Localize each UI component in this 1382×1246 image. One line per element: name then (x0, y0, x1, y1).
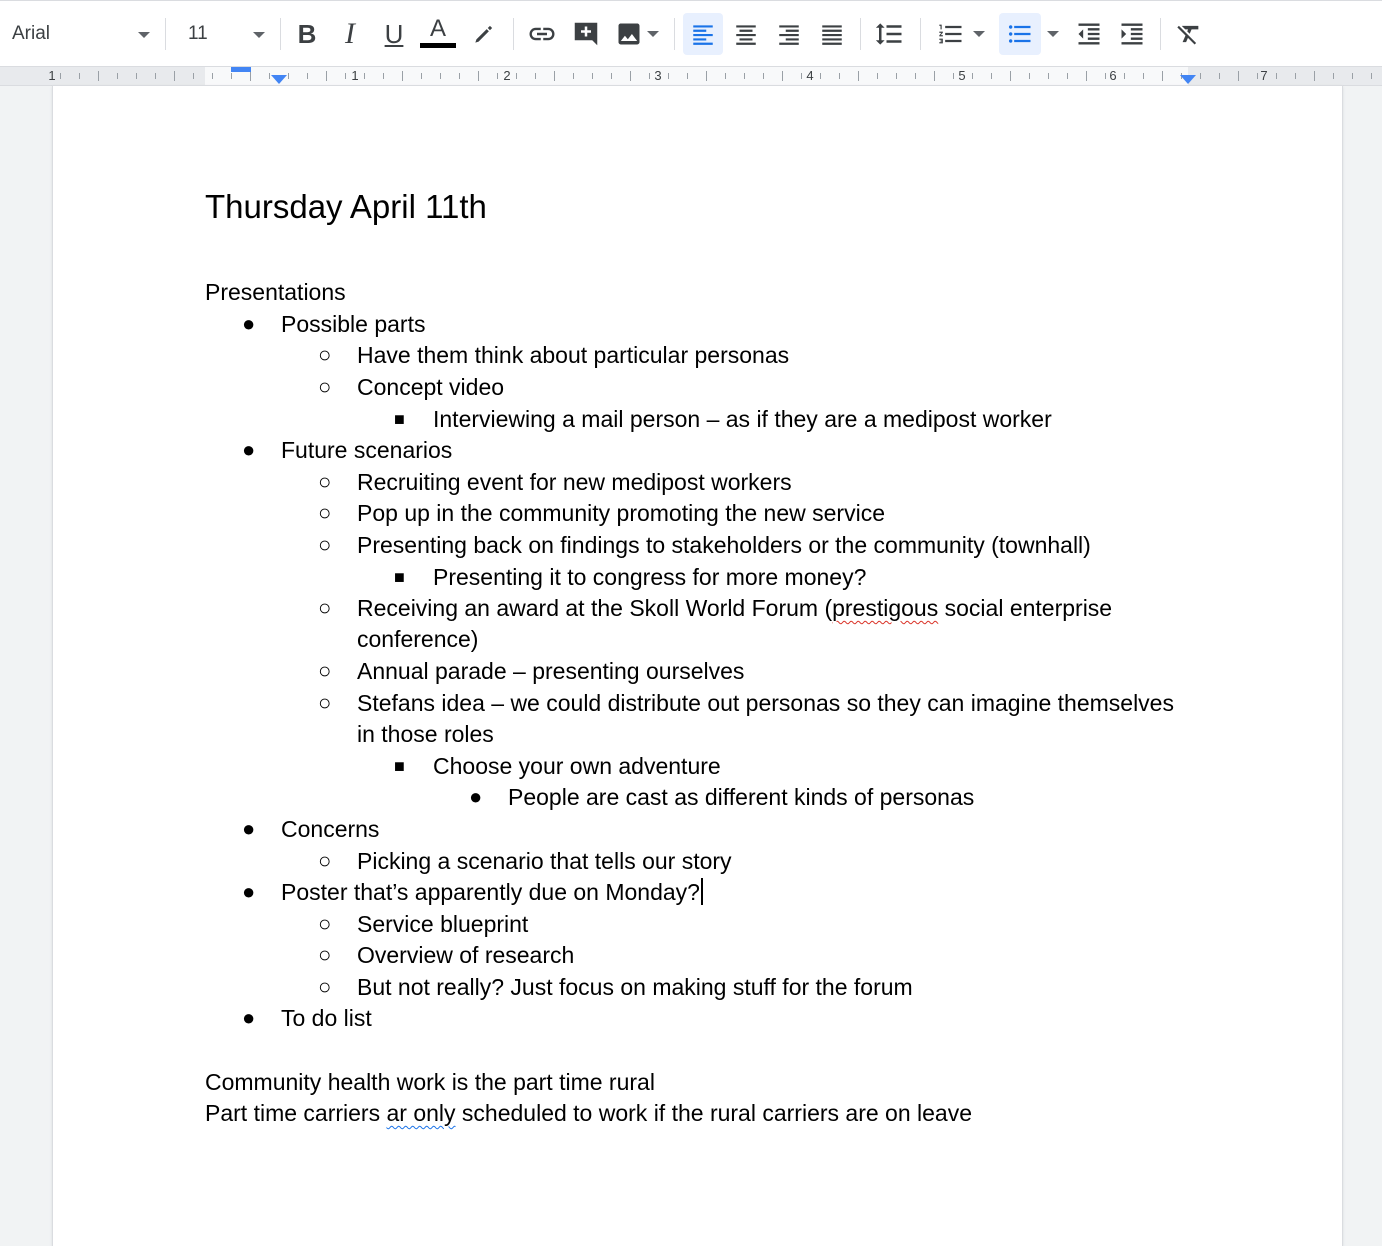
link-icon (527, 19, 557, 49)
ruler-tick (554, 71, 555, 81)
list-item: Presenting back on findings to stakeholders or the community (townhall) (357, 532, 1091, 558)
increase-indent-icon (1118, 20, 1146, 48)
ruler-tick (1048, 73, 1049, 79)
ruler-tick (687, 73, 688, 79)
list-item: Concept video (357, 374, 505, 400)
paragraph (205, 1097, 972, 1129)
bullet-hollow-circle: ○ (318, 595, 332, 620)
ruler-tick (896, 73, 897, 79)
ruler-number: 6 (1109, 68, 1117, 83)
ruler-tick (231, 73, 232, 79)
insert-comment-button[interactable] (567, 13, 605, 55)
text-run: scheduled to work if the rural carriers are on leave (455, 1100, 972, 1126)
ruler-tick (668, 73, 669, 79)
list-item: Picking a scenario that tells our story (357, 848, 732, 874)
text-color-button[interactable] (419, 13, 457, 55)
first-line-indent-marker[interactable] (231, 67, 251, 72)
document-title: Thursday April 11th (205, 188, 487, 225)
bullet-filled-circle: ● (242, 1005, 256, 1030)
ruler-tick (1238, 71, 1239, 81)
chevron-down-icon (138, 32, 150, 38)
text-run: Part time carriers (205, 1100, 387, 1126)
ruler-tick (269, 73, 270, 79)
list-item: Recruiting event for new medipost workers (357, 469, 792, 495)
ruler-tick (307, 73, 308, 79)
bullet-hollow-circle: ○ (318, 532, 332, 557)
ruler-tick (1029, 73, 1030, 79)
chevron-down-icon (1047, 31, 1059, 37)
add-comment-icon (571, 19, 601, 49)
justify-button[interactable] (813, 13, 851, 55)
ruler-tick (630, 71, 631, 81)
numbered-list-button[interactable] (930, 13, 992, 55)
ruler-tick (1143, 73, 1144, 79)
ruler-tick (611, 73, 612, 79)
ruler-tick (592, 73, 593, 79)
ruler-tick (934, 71, 935, 81)
bullet-hollow-circle: ○ (318, 848, 332, 873)
bullet-hollow-circle: ○ (318, 500, 332, 525)
text-run: Receiving an award at the Skoll World Forum ( (357, 595, 833, 621)
list-item: People are cast as different kinds of personas (508, 784, 975, 810)
ruler-tick (1257, 73, 1258, 79)
list-item: Have them think about particular personas (357, 342, 790, 368)
ruler-tick (801, 73, 802, 79)
ruler-tick (573, 73, 574, 79)
ruler-tick (459, 73, 460, 79)
ruler-number: 3 (654, 68, 662, 83)
formatting-toolbar (0, 0, 1382, 66)
ruler-tick (858, 71, 859, 81)
font-family-value: Arial (12, 23, 51, 44)
ruler-tick (250, 71, 251, 81)
line-spacing-button[interactable] (870, 13, 908, 55)
ruler-tick (402, 71, 403, 81)
clear-formatting-button[interactable] (1170, 13, 1208, 55)
ruler-tick (421, 73, 422, 79)
ruler-tick (744, 73, 745, 79)
ruler-tick (326, 71, 327, 81)
ruler-tick (782, 71, 783, 81)
list-item-continuation: conference) (357, 626, 479, 652)
ruler-tick (1124, 73, 1125, 79)
text-color-icon: A (429, 14, 446, 42)
font-size-select[interactable] (188, 13, 270, 55)
ruler-tick (1200, 73, 1201, 79)
font-size-value: 11 (188, 23, 208, 44)
bullet-square: ■ (394, 567, 405, 587)
numbered-list-icon (937, 20, 965, 48)
horizontal-ruler[interactable] (0, 66, 1382, 86)
toolbar-divider (165, 18, 166, 50)
align-left-icon (690, 21, 716, 47)
ruler-tick (1333, 73, 1334, 79)
bullet-hollow-circle: ○ (318, 974, 332, 999)
highlight-color-button[interactable] (465, 13, 503, 55)
chevron-down-icon (647, 31, 659, 37)
chevron-down-icon (253, 32, 265, 38)
increase-indent-button[interactable] (1113, 13, 1151, 55)
ruler-tick (1276, 73, 1277, 79)
align-center-icon (733, 21, 759, 47)
ruler-number: 4 (806, 68, 814, 83)
ruler-number: 1 (48, 68, 56, 83)
list-item: Future scenarios (281, 437, 453, 463)
list-item: Annual parade – presenting ourselves (357, 658, 745, 684)
text-run: social enterprise (938, 595, 1113, 621)
list-item: Possible parts (281, 311, 426, 337)
ruler-tick (1086, 71, 1087, 81)
right-indent-marker[interactable] (1180, 75, 1196, 84)
toolbar-divider (280, 18, 281, 50)
ruler-tick (1010, 71, 1011, 81)
bullet-filled-circle: ● (469, 784, 483, 809)
ruler-tick (839, 73, 840, 79)
bulleted-list-icon (1006, 20, 1034, 48)
ruler-tick (972, 73, 973, 79)
ruler-tick (478, 71, 479, 81)
bullet-filled-circle: ● (242, 437, 256, 462)
underline-icon: U (384, 19, 404, 49)
text-color-swatch (420, 43, 456, 48)
decrease-indent-icon (1075, 20, 1103, 48)
ruler-tick (1105, 73, 1106, 79)
list-item: To do list (281, 1005, 372, 1031)
ruler-tick (1314, 71, 1315, 81)
bullet-style-dropdown[interactable] (1043, 13, 1063, 55)
ruler-tick (155, 73, 156, 79)
bullet-hollow-circle: ○ (318, 690, 332, 715)
bullet-square: ■ (394, 409, 405, 429)
chevron-down-icon (973, 31, 985, 37)
ruler-tick (174, 71, 175, 81)
list-item-continuation: in those roles (357, 721, 494, 747)
ruler-tick (706, 71, 707, 81)
bullet-filled-circle: ● (242, 311, 256, 336)
list-item: Pop up in the community promoting the new service (357, 500, 885, 526)
grammar-suggestion[interactable]: ar only (386, 1100, 456, 1126)
ruler-tick (193, 73, 194, 79)
bullet-hollow-circle: ○ (318, 469, 332, 494)
ruler-tick (212, 73, 213, 79)
ruler-tick (383, 73, 384, 79)
ruler-tick (763, 73, 764, 79)
ruler-tick (440, 73, 441, 79)
clear-formatting-icon (1175, 20, 1203, 48)
paragraph: Community health work is the part time rural (205, 1069, 655, 1095)
toolbar-divider (674, 18, 675, 50)
ruler-tick (991, 73, 992, 79)
ruler-tick (535, 73, 536, 79)
highlighter-icon (471, 21, 497, 47)
ruler-tick (98, 71, 99, 81)
font-family-select[interactable] (12, 13, 162, 55)
italic-icon: I (345, 17, 355, 50)
bullet-hollow-circle: ○ (318, 911, 332, 936)
ruler-tick (1371, 73, 1372, 79)
list-item: Interviewing a mail person – as if they are a medipost worker (433, 406, 1052, 432)
image-icon (615, 20, 643, 48)
list-item: Choose your own adventure (433, 753, 721, 779)
ruler-tick (516, 73, 517, 79)
ruler-tick (1219, 73, 1220, 79)
list-item: But not really? Just focus on making stuff for the forum (357, 974, 913, 1000)
list-item (281, 876, 703, 908)
align-right-button[interactable] (770, 13, 808, 55)
toolbar-divider (1160, 18, 1161, 50)
ruler-tick (79, 73, 80, 79)
ruler-tick (649, 73, 650, 79)
insert-link-button[interactable] (523, 13, 561, 55)
ruler-tick (877, 73, 878, 79)
align-left-button[interactable] (683, 13, 723, 55)
align-center-button[interactable] (727, 13, 765, 55)
bullet-hollow-circle: ○ (318, 658, 332, 683)
ruler-tick (915, 73, 916, 79)
bullet-hollow-circle: ○ (318, 342, 332, 367)
ruler-tick (953, 73, 954, 79)
bullet-hollow-circle: ○ (318, 942, 332, 967)
bullet-filled-circle: ● (242, 879, 256, 904)
bullet-square: ■ (394, 756, 405, 776)
toolbar-divider (860, 18, 861, 50)
text-run: Poster that’s apparently due on Monday? (281, 879, 700, 905)
bullet-filled-circle: ● (242, 816, 256, 841)
list-item: Stefans idea – we could distribute out personas so they can imagine themselves (357, 690, 1174, 716)
italic-button[interactable] (331, 13, 369, 55)
ruler-tick (345, 73, 346, 79)
align-justify-icon (819, 21, 845, 47)
bold-button[interactable] (288, 13, 326, 55)
list-item: Presenting it to congress for more money? (433, 564, 867, 590)
ruler-tick (820, 73, 821, 79)
underline-button[interactable] (375, 13, 413, 55)
insert-image-button[interactable] (610, 13, 664, 55)
ruler-tick (1352, 73, 1353, 79)
ruler-tick (725, 73, 726, 79)
bullet-hollow-circle: ○ (318, 374, 332, 399)
bulleted-list-button[interactable] (999, 13, 1041, 55)
ruler-tick (1067, 73, 1068, 79)
list-item: Overview of research (357, 942, 575, 968)
ruler-number: 2 (503, 68, 511, 83)
ruler-tick (497, 73, 498, 79)
toolbar-divider (513, 18, 514, 50)
left-indent-marker[interactable] (271, 75, 287, 84)
list-item: Service blueprint (357, 911, 529, 937)
list-item (357, 592, 1112, 624)
ruler-number: 5 (958, 68, 966, 83)
decrease-indent-button[interactable] (1070, 13, 1108, 55)
list-item: Concerns (281, 816, 380, 842)
ruler-tick (60, 73, 61, 79)
line-spacing-icon (874, 19, 904, 49)
text-cursor (701, 878, 703, 905)
ruler-tick (288, 73, 289, 79)
ruler-number: 7 (1260, 68, 1268, 83)
spelling-error-word[interactable]: prestigous (832, 595, 939, 621)
ruler-tick (117, 73, 118, 79)
ruler-tick (136, 73, 137, 79)
section-heading: Presentations (205, 279, 346, 305)
ruler-tick (1162, 71, 1163, 81)
ruler-tick (1295, 73, 1296, 79)
align-right-icon (776, 21, 802, 47)
ruler-number: 1 (351, 68, 359, 83)
ruler-tick (364, 73, 365, 79)
toolbar-divider (920, 18, 921, 50)
bold-icon: B (297, 19, 317, 49)
